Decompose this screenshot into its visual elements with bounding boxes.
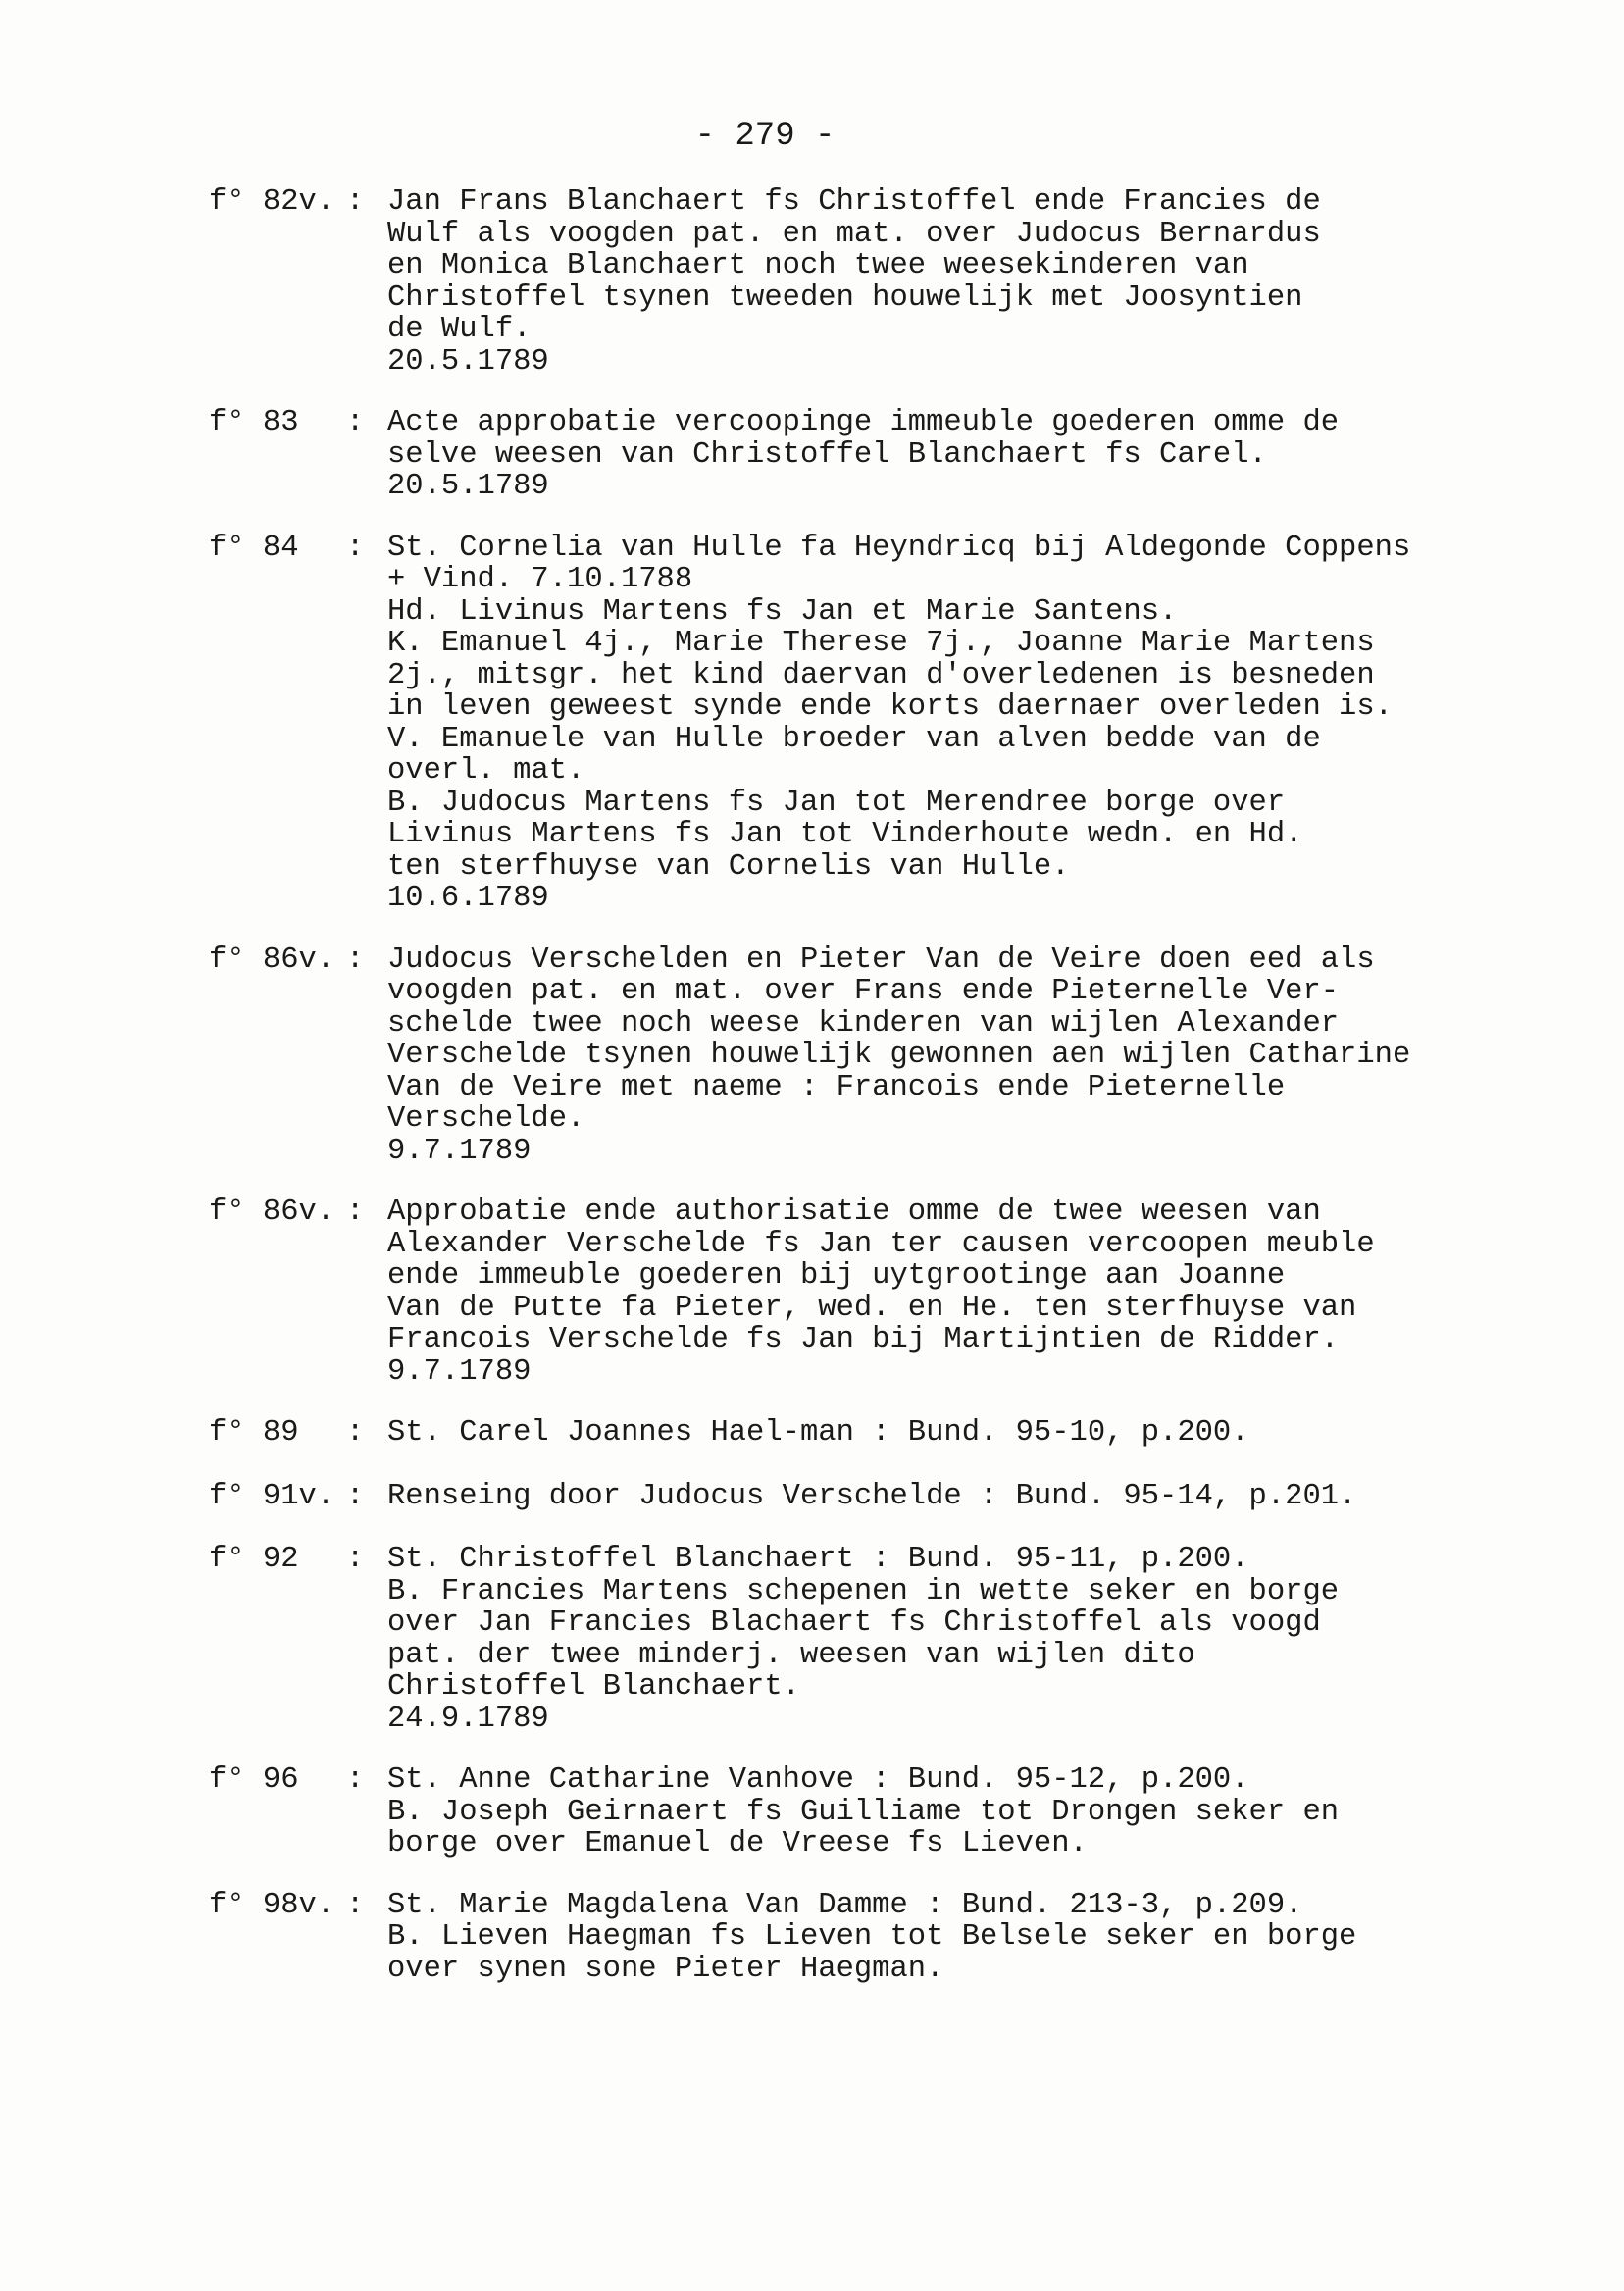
entry-text xyxy=(387,407,1543,503)
separator-colon: : xyxy=(346,1543,365,1576)
folio-reference: f° 86v. xyxy=(209,1196,335,1229)
entry-line: Christoffel tsynen tweeden houwelijk met Joosyntien xyxy=(387,280,1303,315)
entry-date: 10.6.1789 xyxy=(387,882,549,915)
folio-reference: f° 89 xyxy=(209,1416,299,1450)
separator-colon: : xyxy=(346,531,365,565)
entry-line: Renseing door Judocus Verschelde : Bund. 95-14, p.201. xyxy=(387,1479,1357,1513)
entry-line: schelde twee noch weese kinderen van wijlen Alexander xyxy=(387,1006,1340,1041)
entry-text xyxy=(387,1764,1543,1860)
entry-date: 9.7.1789 xyxy=(387,1134,532,1168)
entry-text xyxy=(387,186,1543,378)
entry-line: Christoffel Blanchaert. xyxy=(387,1670,800,1704)
entry-line: Judocus Verschelden en Pieter Van de Veire doen eed als xyxy=(387,942,1375,977)
folio-reference: f° 84 xyxy=(209,531,299,565)
entry-line: St. Christoffel Blanchaert : Bund. 95-11, p.200. xyxy=(387,1543,1249,1576)
entry-line: V. Emanuele van Hulle broeder van alven bedde van de xyxy=(387,722,1321,756)
separator-colon: : xyxy=(346,1479,365,1513)
entry-line: ende immeuble goederen bij uytgrootinge aan Joanne xyxy=(387,1259,1286,1293)
folio-reference: f° 92 xyxy=(209,1543,299,1576)
entry-line: St. Carel Joannes Hael-man : Bund. 95-10, p.200. xyxy=(387,1416,1249,1450)
entry-text xyxy=(387,1544,1543,1735)
entry-line: Acte approbatie vercoopinge immeuble goederen omme de xyxy=(387,406,1340,439)
entry xyxy=(209,1417,1543,1450)
separator-colon: : xyxy=(346,1888,365,1922)
entry-line: Livinus Martens fs Jan tot Vinderhoute wedn. en Hd. xyxy=(387,818,1303,851)
entry-line: Hd. Livinus Martens fs Jan et Marie Santens. xyxy=(387,594,1178,629)
entry-line: Van de Veire met naeme : Francois ende Pieternelle xyxy=(387,1070,1286,1104)
entry-line: de Wulf. xyxy=(387,313,532,346)
entry-line: over synen sone Pieter Haegman. xyxy=(387,1952,944,1986)
entry-line: Approbatie ende authorisatie omme de twee weesen van xyxy=(387,1196,1321,1229)
entries-list xyxy=(209,186,1543,1985)
separator-colon: : xyxy=(346,1196,365,1229)
entry-line: 2j., mitsgr. het kind daervan d'overledenen is besneden xyxy=(387,658,1375,692)
separator-colon: : xyxy=(346,1416,365,1450)
entry-line: voogden pat. en mat. over Frans ende Pieternelle Ver- xyxy=(387,975,1340,1008)
folio-reference: f° 83 xyxy=(209,406,299,439)
folio-reference: f° 82v. xyxy=(209,185,335,219)
entry xyxy=(209,944,1543,1168)
entry-date: 20.5.1789 xyxy=(387,470,549,503)
entry-line: B. Lieven Haegman fs Lieven tot Belsele seker en borge xyxy=(387,1920,1357,1954)
entry-date: 24.9.1789 xyxy=(387,1702,549,1736)
entry-line: St. Marie Magdalena Van Damme : Bund. 213-3, p.209. xyxy=(387,1888,1303,1922)
entry xyxy=(209,1764,1543,1860)
entry xyxy=(209,1544,1543,1735)
entry-date: 9.7.1789 xyxy=(387,1354,532,1389)
entry xyxy=(209,1481,1543,1513)
entry-line: Verschelde. xyxy=(387,1102,585,1136)
entry xyxy=(209,533,1543,915)
separator-colon: : xyxy=(346,1763,365,1797)
entry-text xyxy=(387,944,1543,1168)
entry-line: Alexander Verschelde fs Jan ter causen vercoopen meuble xyxy=(387,1227,1375,1261)
entry-line: Van de Putte fa Pieter, wed. en He. ten sterfhuyse van xyxy=(387,1291,1357,1325)
entry-line: B. Francies Martens schepenen in wette seker en borge xyxy=(387,1574,1340,1608)
entry-line: overl. mat. xyxy=(387,754,585,788)
entry-line: ten sterfhuyse van Cornelis van Hulle. xyxy=(387,849,1070,884)
entry-line: selve weesen van Christoffel Blanchaert fs Carel. xyxy=(387,437,1267,472)
page-number: - 279 - xyxy=(694,118,836,155)
entry-line: borge over Emanuel de Vreese fs Lieven. xyxy=(387,1827,1088,1860)
entry-line: St. Anne Catharine Vanhove : Bund. 95-12, p.200. xyxy=(387,1763,1249,1797)
entry-text xyxy=(387,1890,1543,1986)
entry-line: pat. der twee minderj. weesen van wijlen dito xyxy=(387,1638,1195,1672)
entry xyxy=(209,1196,1543,1388)
entry-text xyxy=(387,1481,1543,1513)
entry-line: K. Emanuel 4j., Marie Therese 7j., Joanne Marie Martens xyxy=(387,627,1375,660)
folio-reference: f° 96 xyxy=(209,1763,299,1797)
entry-line: over Jan Francies Blachaert fs Christoffel als voogd xyxy=(387,1606,1321,1640)
entry-line: + Vind. 7.10.1788 xyxy=(387,563,693,596)
entry xyxy=(209,407,1543,503)
folio-reference: f° 98v. xyxy=(209,1888,335,1922)
folio-reference: f° 91v. xyxy=(209,1479,335,1513)
entry-line: B. Judocus Martens fs Jan tot Merendree borge over xyxy=(387,786,1286,820)
entry xyxy=(209,186,1543,378)
entry-line: Francois Verschelde fs Jan bij Martijntien de Ridder. xyxy=(387,1323,1340,1356)
entry-line: Jan Frans Blanchaert fs Christoffel ende Francies de xyxy=(387,185,1321,219)
entry-text xyxy=(387,533,1543,915)
entry-line: B. Joseph Geirnaert fs Guilliame tot Drongen seker en xyxy=(387,1795,1340,1829)
entry-text xyxy=(387,1196,1543,1388)
entry-line: Verschelde tsynen houwelijk gewonnen aen wijlen Catharine xyxy=(387,1039,1411,1072)
separator-colon: : xyxy=(346,406,365,439)
entry-date: 20.5.1789 xyxy=(387,344,549,379)
separator-colon: : xyxy=(346,185,365,219)
entry-line: St. Cornelia van Hulle fa Heyndricq bij Aldegonde Coppens xyxy=(387,531,1411,565)
entry-line: Wulf als voogden pat. en mat. over Judocus Bernardus xyxy=(387,217,1321,251)
separator-colon: : xyxy=(346,942,365,977)
entry-line: in leven geweest synde ende korts daernaer overleden is. xyxy=(387,690,1393,724)
entry xyxy=(209,1890,1543,1986)
entry-line: en Monica Blanchaert noch twee weesekinderen van xyxy=(387,249,1249,282)
entry-text xyxy=(387,1417,1543,1450)
folio-reference: f° 86v. xyxy=(209,942,335,977)
